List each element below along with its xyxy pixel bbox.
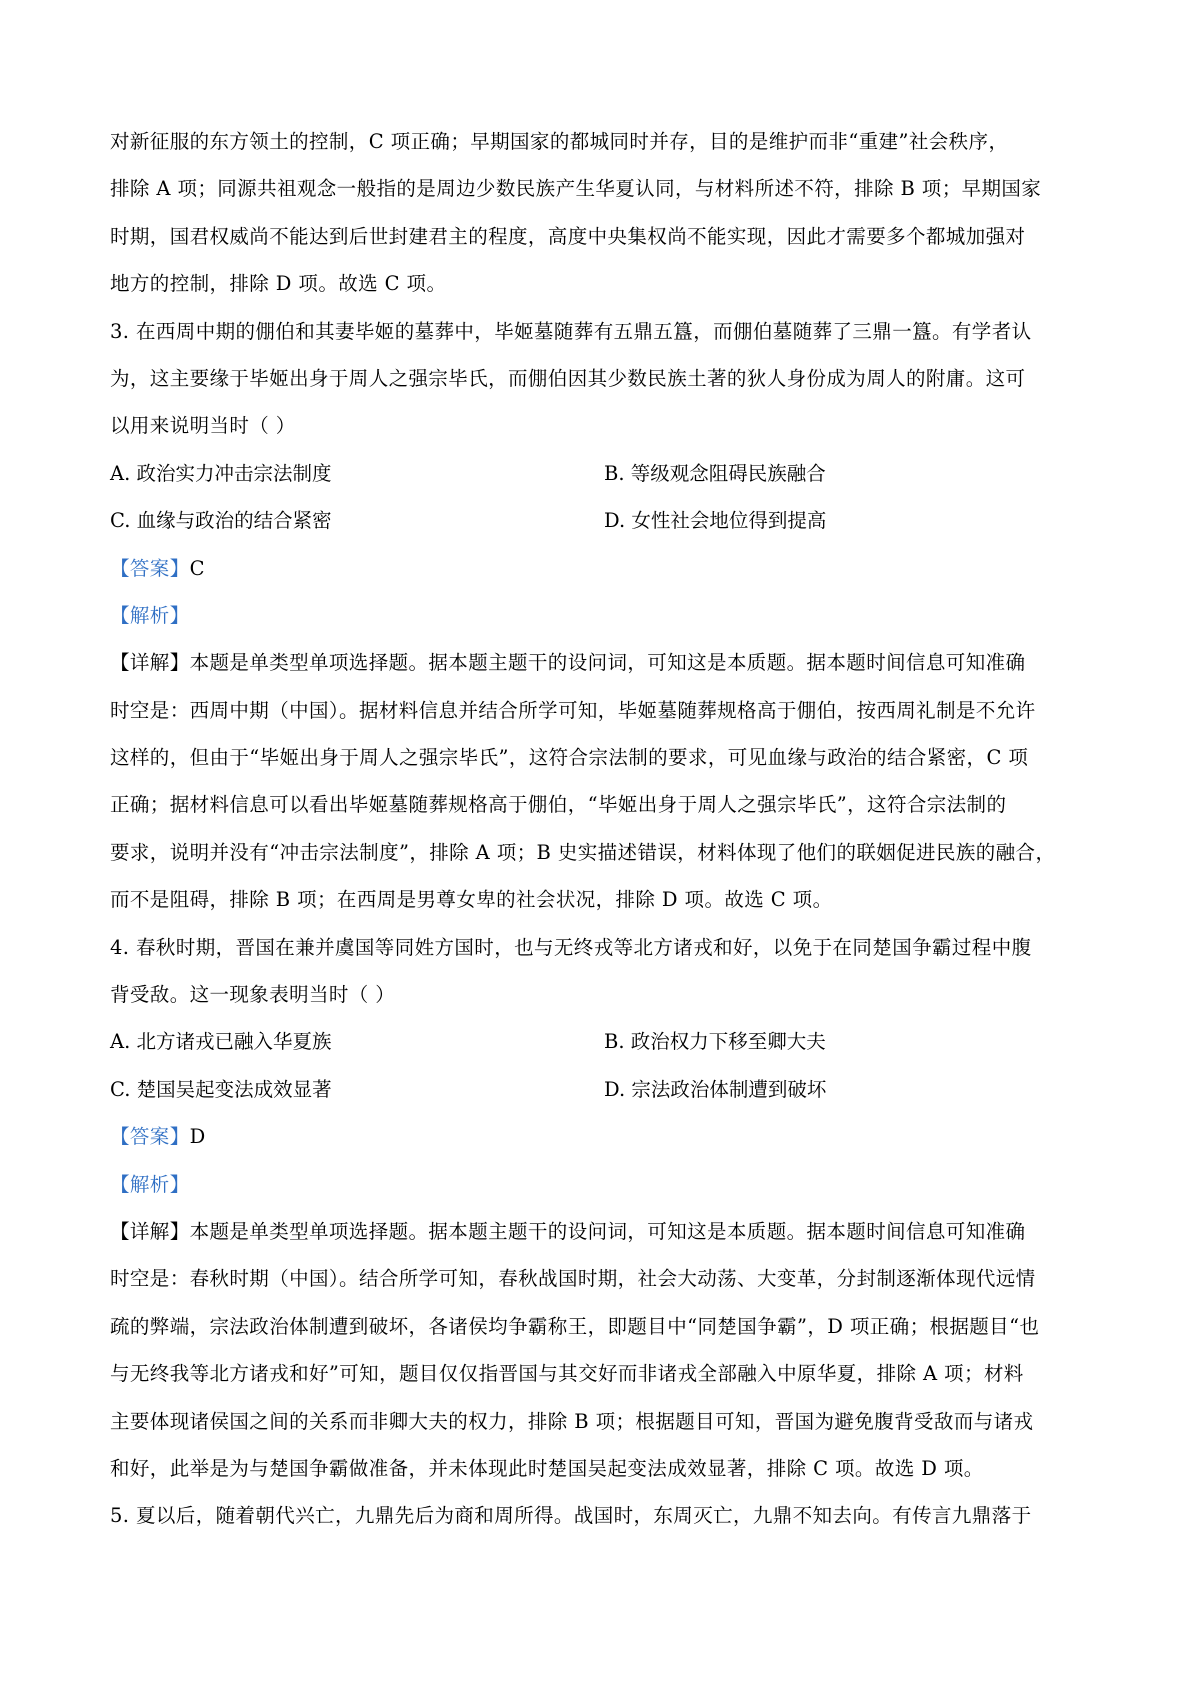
question-4: [110, 924, 1100, 1493]
answer-line: [110, 545, 1100, 592]
answer-value: D: [189, 1125, 206, 1149]
detail-line: 【详解】本题是单类型单项选择题。据本题主题干的设问词，可知这是本质题。据本题时间信息可知准确: [110, 1219, 1026, 1243]
answer-line: [110, 1113, 1100, 1160]
detail-line: 而不是阻碍，排除 B 项；在西周是男尊女卑的社会状况，排除 D 项。故选 C 项。: [110, 888, 833, 912]
question-stem-line: 以用来说明当时（ ）: [110, 414, 296, 438]
page-content: [110, 118, 1100, 1540]
option-a: A. 北方诸戎已融入华夏族: [110, 1030, 332, 1054]
detail-line: 和好，此举是为与楚国争霸做准备，并未体现此时楚国吴起变法成效显著，排除 C 项。故选 D 项。: [110, 1456, 984, 1480]
q2-analysis-tail: [110, 118, 1100, 308]
text-line: 时期，国君权威尚不能达到后世封建君主的程度，高度中央集权尚不能实现，因此才需要多个都城加强对: [110, 224, 1026, 248]
question-stem-line: 为，这主要缘于毕姬出身于周人之强宗毕氏，而倗伯因其少数民族土著的狄人身份成为周人的附庸。这可: [110, 366, 1026, 390]
question-stem-line: 背受敌。这一现象表明当时（ ）: [110, 983, 396, 1007]
answer-label: 【答案】: [110, 1125, 190, 1149]
answer-label: 【答案】: [110, 556, 190, 580]
option-b: B. 等级观念阻碍民族融合: [604, 461, 826, 485]
detail-line: 疏的弊端，宗法政治体制遭到破坏，各诸侯均争霸称王，即题目中“同楚国争霸”，D 项正确；根据题目“也: [110, 1314, 1040, 1338]
question-stem-line: 3. 在西周中期的倗伯和其妻毕姬的墓葬中，毕姬墓随葬有五鼎五簋，而倗伯墓随葬了三鼎一簋。有学者认: [110, 319, 1032, 343]
option-c: C. 血缘与政治的结合紧密: [110, 509, 332, 533]
option-d: D. 女性社会地位得到提高: [604, 509, 827, 533]
option-row: [110, 1066, 1100, 1113]
text-line: 地方的控制，排除 D 项。故选 C 项。: [110, 272, 447, 296]
option-b: B. 政治权力下移至卿大夫: [604, 1030, 826, 1054]
text-line: 对新征服的东方领土的控制，C 项正确；早期国家的都城同时并存，目的是维护而非“重建”社会秩序，: [110, 130, 1009, 153]
detail-line: 要求，说明并没有“冲击宗法制度”，排除 A 项；B 史实描述错误，材料体现了他们的联姻促进民族的融合，: [110, 840, 1056, 864]
question-stem-line: 5. 夏以后，随着朝代兴亡，九鼎先后为商和周所得。战国时，东周灭亡，九鼎不知去向。有传言九鼎落于: [110, 1504, 1032, 1528]
question-stem-line: 4. 春秋时期，晋国在兼并虞国等同姓方国时，也与无终戎等北方诸戎和好，以免于在同楚国争霸过程中腹: [110, 935, 1032, 959]
detail-line: 正确；据材料信息可以看出毕姬墓随葬规格高于倗伯，“毕姬出身于周人之强宗毕氏”，这符合宗法制的: [110, 793, 1007, 817]
analysis-line: [110, 592, 1100, 639]
detail-line: 时空是：西周中期（中国）。据材料信息并结合所学可知，毕姬墓随葬规格高于倗伯，按西周礼制是不允许: [110, 698, 1036, 722]
option-d: D. 宗法政治体制遭到破坏: [604, 1077, 827, 1101]
detail-line: 【详解】本题是单类型单项选择题。据本题主题干的设问词，可知这是本质题。据本题时间信息可知准确: [110, 651, 1026, 675]
option-c: C. 楚国吴起变法成效显著: [110, 1077, 332, 1101]
analysis-line: [110, 1161, 1100, 1208]
option-a: A. 政治实力冲击宗法制度: [110, 461, 332, 485]
detail-line: 与无终我等北方诸戎和好”可知，题目仅仅指晋国与其交好而非诸戎全部融入中原华夏，排除 A 项；材料: [110, 1362, 1024, 1386]
analysis-label: 【解析】: [110, 1172, 190, 1196]
option-row: [110, 450, 1100, 497]
text-line: 排除 A 项；同源共祖观念一般指的是周边少数民族产生华夏认同，与材料所述不符，排除 B 项；早期国家: [110, 177, 1042, 201]
answer-value: C: [189, 556, 205, 580]
analysis-label: 【解析】: [110, 603, 190, 627]
detail-line: 时空是：春秋时期（中国）。结合所学可知，春秋战国时期，社会大动荡、大变革，分封制逐渐体现代远情: [110, 1267, 1036, 1291]
option-row: [110, 497, 1100, 544]
option-row: [110, 1018, 1100, 1065]
detail-line: 这样的，但由于“毕姬出身于周人之强宗毕氏”，这符合宗法制的要求，可见血缘与政治的结合紧密，C 项: [110, 746, 1029, 770]
question-5: [110, 1492, 1100, 1539]
detail-line: 主要体现诸侯国之间的关系而非卿大夫的权力，排除 B 项；根据题目可知，晋国为避免腹背受敌而与诸戎: [110, 1409, 1034, 1433]
question-3: [110, 308, 1100, 924]
